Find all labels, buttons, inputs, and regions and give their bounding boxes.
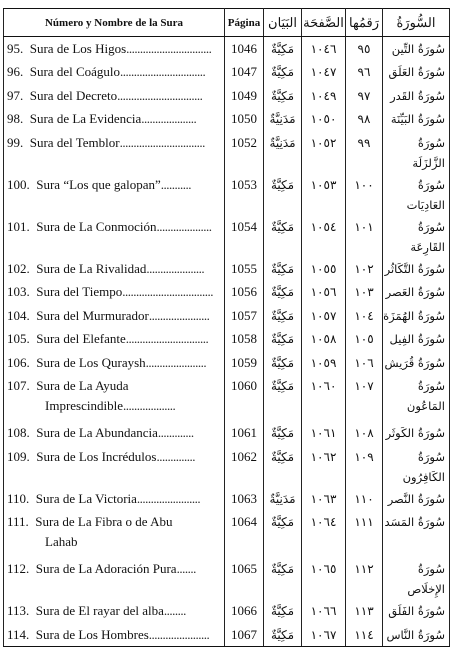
revelation-place-ar: مَكِيَّةٌ xyxy=(264,257,302,281)
sura-number: 110. xyxy=(7,490,30,506)
sura-number-ar: ١٠٩ xyxy=(346,445,383,487)
sura-number: 99. xyxy=(7,134,24,150)
sura-name-ar: سُورَةُ الهُمَزَة xyxy=(383,304,450,328)
sura-name: Sura de La Abundancia xyxy=(36,425,158,440)
sura-name-cell xyxy=(4,510,225,557)
revelation-place-ar: مَدَنِيَّةٌ xyxy=(264,131,302,173)
sura-number-ar: ١٠٣ xyxy=(346,280,383,304)
sura-number-ar: ١٠٥ xyxy=(346,327,383,351)
sura-number-ar: ٩٥ xyxy=(346,37,383,61)
dot-leader: .................... xyxy=(141,111,197,126)
header-place-ar: البَيَان xyxy=(264,9,302,37)
sura-number-ar: ١١٠ xyxy=(346,487,383,511)
sura-name-cell xyxy=(4,107,225,131)
dot-leader: ...................... xyxy=(145,354,207,370)
sura-name-cell xyxy=(4,623,225,647)
page-number-ar: ١٠٦٦ xyxy=(302,599,346,623)
table-row xyxy=(4,280,450,304)
table-header xyxy=(4,9,450,37)
sura-name: Sura de La Rivalidad xyxy=(36,260,147,276)
sura-number-ar: ١٠١ xyxy=(346,215,383,257)
sura-name-ar: سُورَةُ العَلَق xyxy=(383,60,450,84)
header-name: Número y Nombre de la Sura xyxy=(4,9,225,37)
sura-name-cell xyxy=(4,304,225,328)
page-number-ar: ١٠٥٧ xyxy=(302,304,346,328)
page-cell: 1053 xyxy=(225,173,264,215)
sura-name-cell xyxy=(4,327,225,351)
table-body xyxy=(4,37,450,647)
page-cell: 1056 xyxy=(225,280,264,304)
revelation-place-ar: مَكِيَّةٌ xyxy=(264,304,302,328)
page-number-ar: ١٠٤٩ xyxy=(302,84,346,108)
sura-number: 106. xyxy=(7,354,30,370)
page-cell: 1061 xyxy=(225,421,264,445)
sura-name-ar: سُورَةُ الكَوثَر xyxy=(383,421,450,445)
sura-name: Sura de La Fibra o de Abu xyxy=(35,514,173,529)
revelation-place-ar: مَكِيَّةٌ xyxy=(264,60,302,84)
page-cell: 1065 xyxy=(225,557,264,599)
sura-number-ar: ١١١ xyxy=(346,510,383,557)
sura-number: 97. xyxy=(7,87,24,103)
dot-leader: .............................. xyxy=(125,331,209,346)
sura-number: 112. xyxy=(7,561,30,576)
page-number-ar: ١٠٥٠ xyxy=(302,107,346,131)
page-number-ar: ١٠٤٧ xyxy=(302,60,346,84)
sura-name: Sura del Coágulo xyxy=(29,64,121,79)
page-cell: 1046 xyxy=(225,37,264,61)
sura-name-ar: سُورَةُ النَّصر xyxy=(383,487,450,511)
sura-number: 114. xyxy=(7,626,30,642)
dot-leader: ............................... xyxy=(126,41,212,56)
sura-name: Sura del Temblor xyxy=(29,134,120,150)
page-number-ar: ١٠٥٤ xyxy=(302,215,346,257)
sura-number-ar: ١١٢ xyxy=(346,557,383,599)
dot-leader: ............................... xyxy=(120,64,206,79)
revelation-place-ar: مَكِيَّةٌ xyxy=(264,37,302,61)
table-row xyxy=(4,421,450,445)
dot-leader: ............................... xyxy=(119,134,205,150)
dot-leader: ...................... xyxy=(148,307,210,323)
sura-name-cell xyxy=(4,84,225,108)
revelation-place-ar: مَكِيَّةٌ xyxy=(264,421,302,445)
sura-number-ar: ٩٨ xyxy=(346,107,383,131)
page-number-ar: ١٠٦٢ xyxy=(302,445,346,487)
table-row xyxy=(4,84,450,108)
page-number-ar: ١٠٦٠ xyxy=(302,374,346,421)
sura-name: Sura de Los Quraysh xyxy=(36,354,146,370)
sura-number: 111. xyxy=(7,514,29,529)
page-cell: 1057 xyxy=(225,304,264,328)
sura-name-ar: سُورَةُ قُرَيش xyxy=(383,351,450,375)
sura-name-cell xyxy=(4,257,225,281)
table-row xyxy=(4,557,450,599)
sura-name-ar: سُورَةُ العَصر xyxy=(383,280,450,304)
sura-number: 95. xyxy=(7,41,24,56)
revelation-place-ar: مَكِيَّةٌ xyxy=(264,445,302,487)
table-row xyxy=(4,37,450,61)
dot-leader: ....... xyxy=(176,561,196,576)
sura-name-ar: سُورَةُ المَاعُون xyxy=(383,374,450,421)
page-number-ar: ١٠٦٧ xyxy=(302,623,346,647)
sura-name: Sura de La Evidencia xyxy=(29,111,142,126)
sura-name-cell xyxy=(4,445,225,487)
table-row xyxy=(4,623,450,647)
sura-number: 104. xyxy=(7,307,30,323)
header-page: Página xyxy=(225,9,264,37)
page-cell: 1047 xyxy=(225,60,264,84)
sura-name-ar: سُورَةُ القَارِعَة xyxy=(383,215,450,257)
sura-index-table xyxy=(3,8,450,647)
sura-number-ar: ١٠٨ xyxy=(346,421,383,445)
sura-name-cell xyxy=(4,487,225,511)
table-row xyxy=(4,599,450,623)
sura-name-ar: سُورَةُ التِّين xyxy=(383,37,450,61)
sura-number: 103. xyxy=(7,284,30,299)
table-row xyxy=(4,304,450,328)
sura-name: Sura de La Victoria xyxy=(35,490,137,506)
revelation-place-ar: مَكِيَّةٌ xyxy=(264,84,302,108)
revelation-place-ar: مَكِيَّةٌ xyxy=(264,215,302,257)
sura-name-ar: سُورَةُ المَسَد xyxy=(383,510,450,557)
sura-name-cell xyxy=(4,599,225,623)
page-number-ar: ١٠٥٥ xyxy=(302,257,346,281)
sura-name: Sura de La Conmoción xyxy=(36,218,157,234)
sura-number-ar: ١٠٤ xyxy=(346,304,383,328)
sura-name-cell xyxy=(4,280,225,304)
sura-number-ar: ٩٦ xyxy=(346,60,383,84)
sura-name-ar: سُورَةُ الفَلَق xyxy=(383,599,450,623)
revelation-place-ar: مَكِيَّةٌ xyxy=(264,510,302,557)
sura-name-ar: سُورَةُ التَّكَاثُر xyxy=(383,257,450,281)
dot-leader: ........ xyxy=(163,603,186,618)
header-sura-ar: السُّورَةُ xyxy=(383,9,450,37)
sura-number: 108. xyxy=(7,425,30,440)
sura-number: 113. xyxy=(7,603,30,618)
sura-number: 101. xyxy=(7,218,30,234)
sura-number: 107. xyxy=(7,378,30,393)
sura-number: 102. xyxy=(7,260,30,276)
sura-name: Sura de La Adoración Pura xyxy=(35,561,177,576)
sura-number: 105. xyxy=(7,331,30,346)
dot-leader: ............. xyxy=(157,425,194,440)
sura-name-cell xyxy=(4,374,225,421)
sura-name-cell xyxy=(4,421,225,445)
header-num-ar: رَقمُها xyxy=(346,9,383,37)
dot-leader: ...................... xyxy=(148,626,210,642)
sura-name-cell xyxy=(4,557,225,599)
sura-name: Sura del Decreto xyxy=(29,87,118,103)
page-number-ar: ١٠٦١ xyxy=(302,421,346,445)
sura-name: Sura “Los que galopan” xyxy=(36,176,161,192)
sura-number-ar: ٩٩ xyxy=(346,131,383,173)
page-cell: 1064 xyxy=(225,510,264,557)
sura-number: 100. xyxy=(7,176,30,192)
sura-name: Sura de Los Incrédulos xyxy=(36,448,157,464)
dot-leader: .............. xyxy=(156,448,195,464)
revelation-place-ar: مَكِيَّةٌ xyxy=(264,623,302,647)
page-number-ar: ١٠٦٣ xyxy=(302,487,346,511)
dot-leader: ............................... xyxy=(117,87,203,103)
revelation-place-ar: مَدَنِيَّةٌ xyxy=(264,107,302,131)
sura-name-cell xyxy=(4,173,225,215)
table-row xyxy=(4,327,450,351)
dot-leader: ........... xyxy=(160,176,192,192)
table-row xyxy=(4,374,450,421)
sura-number: 98. xyxy=(7,111,24,126)
header-page-ar: الصَّفحَة xyxy=(302,9,346,37)
sura-name: Sura del Murmurador xyxy=(36,307,149,323)
page-cell: 1063 xyxy=(225,487,264,511)
sura-name-cell xyxy=(4,215,225,257)
page-number-ar: ١٠٤٦ xyxy=(302,37,346,61)
sura-name-ar: سُورَةُ الإِخلَاص xyxy=(383,557,450,599)
table-row xyxy=(4,351,450,375)
sura-number-ar: ١٠٠ xyxy=(346,173,383,215)
page-number-ar: ١٠٥٦ xyxy=(302,280,346,304)
dot-leader: .................... xyxy=(156,218,212,234)
table-row xyxy=(4,131,450,173)
table-row xyxy=(4,257,450,281)
sura-name: Sura de La Ayuda xyxy=(36,378,129,393)
dot-leader: ................................. xyxy=(122,284,213,299)
sura-number: 96. xyxy=(7,64,24,79)
sura-number-ar: ١١٤ xyxy=(346,623,383,647)
sura-name: Sura del Tiempo xyxy=(36,284,123,299)
revelation-place-ar: مَكِيَّةٌ xyxy=(264,374,302,421)
page-cell: 1049 xyxy=(225,84,264,108)
page-cell: 1066 xyxy=(225,599,264,623)
table-row xyxy=(4,60,450,84)
sura-name-cell xyxy=(4,60,225,84)
page-cell: 1059 xyxy=(225,351,264,375)
revelation-place-ar: مَكِيَّةٌ xyxy=(264,173,302,215)
dot-leader: ................... xyxy=(122,398,176,413)
sura-number-ar: ١٠٢ xyxy=(346,257,383,281)
revelation-place-ar: مَكِيَّةٌ xyxy=(264,280,302,304)
table-row xyxy=(4,215,450,257)
table-row xyxy=(4,510,450,557)
page-number-ar: ١٠٥٣ xyxy=(302,173,346,215)
sura-name-ar: سُورَةُ البَيِّنَة xyxy=(383,107,450,131)
sura-number-ar: ٩٧ xyxy=(346,84,383,108)
sura-name: Sura del Elefante xyxy=(36,331,126,346)
revelation-place-ar: مَكِيَّةٌ xyxy=(264,599,302,623)
revelation-place-ar: مَكِيَّةٌ xyxy=(264,557,302,599)
page-number-ar: ١٠٥٨ xyxy=(302,327,346,351)
sura-name-continued xyxy=(7,396,224,416)
page-cell: 1058 xyxy=(225,327,264,351)
revelation-place-ar: مَكِيَّةٌ xyxy=(264,351,302,375)
page-number-ar: ١٠٥٩ xyxy=(302,351,346,375)
page-cell: 1055 xyxy=(225,257,264,281)
sura-name-ar: سُورَةُ القَدر xyxy=(383,84,450,108)
sura-number-ar: ١١٣ xyxy=(346,599,383,623)
sura-name-line2: Lahab xyxy=(45,534,78,549)
revelation-place-ar: مَكِيَّةٌ xyxy=(264,327,302,351)
sura-name-line2: Imprescindible xyxy=(45,398,123,413)
page-cell: 1050 xyxy=(225,107,264,131)
page-number-ar: ١٠٦٥ xyxy=(302,557,346,599)
sura-name-cell xyxy=(4,131,225,173)
page-cell: 1060 xyxy=(225,374,264,421)
sura-name-ar: سُورَةُ العَادِيَات xyxy=(383,173,450,215)
page-cell: 1067 xyxy=(225,623,264,647)
sura-name-ar: سُورَةُ الفِيل xyxy=(383,327,450,351)
revelation-place-ar: مَدَنِيَّةٌ xyxy=(264,487,302,511)
sura-name-ar: سُورَةُ الكَافِرُون xyxy=(383,445,450,487)
page-cell: 1054 xyxy=(225,215,264,257)
sura-name-cell xyxy=(4,37,225,61)
sura-name-cell xyxy=(4,351,225,375)
page-number-ar: ١٠٦٤ xyxy=(302,510,346,557)
sura-name: Sura de Los Hombres xyxy=(35,626,149,642)
sura-name: Sura de Los Higos xyxy=(29,41,127,56)
dot-leader: ..................... xyxy=(146,260,205,276)
sura-number-ar: ١٠٧ xyxy=(346,374,383,421)
sura-name-continued xyxy=(7,532,224,552)
sura-name-ar: سُورَةُ النَّاس xyxy=(383,623,450,647)
table-row xyxy=(4,107,450,131)
sura-name-ar: سُورَةُ الزَّلزَلَة xyxy=(383,131,450,173)
page-cell: 1062 xyxy=(225,445,264,487)
table-row xyxy=(4,487,450,511)
sura-number-ar: ١٠٦ xyxy=(346,351,383,375)
sura-number: 109. xyxy=(7,448,30,464)
table-row xyxy=(4,173,450,215)
table-row xyxy=(4,445,450,487)
sura-name: Sura de El rayar del alba xyxy=(35,603,164,618)
page-number-ar: ١٠٥٢ xyxy=(302,131,346,173)
dot-leader: ....................... xyxy=(136,490,201,506)
page-cell: 1052 xyxy=(225,131,264,173)
